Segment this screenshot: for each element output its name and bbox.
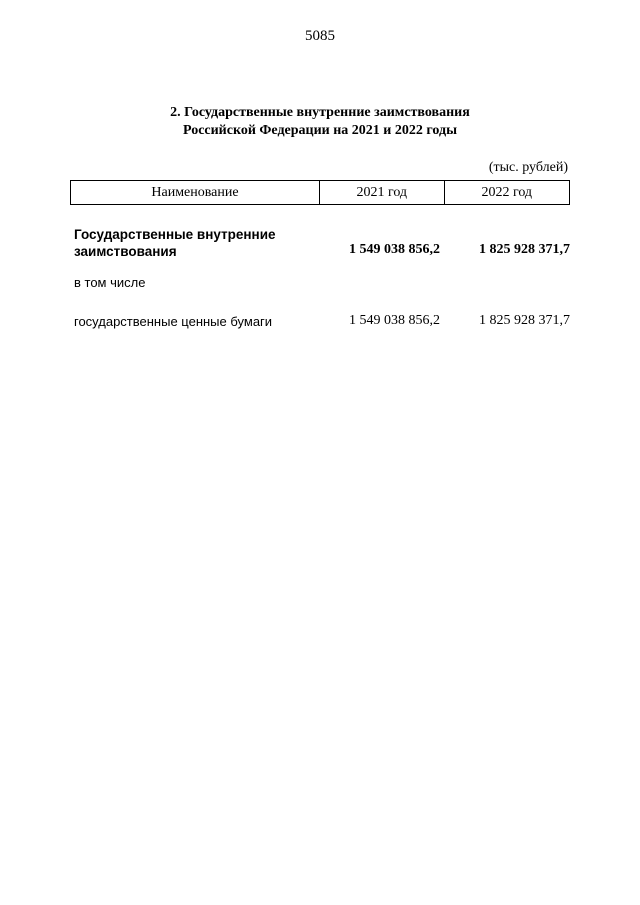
page-number: 5085 [305,28,335,44]
section-title [0,104,640,140]
table-row-securities [74,313,570,331]
row-total-2021: 1 549 038 856,2 [349,242,440,257]
header-2022: 2022 год [481,184,533,200]
row-total-2022: 1 825 928 371,7 [479,242,570,257]
section-title-line-1: 2. Государственные внутренние заимствования [170,105,470,120]
row-securities-2021: 1 549 038 856,2 [349,313,440,328]
row-total-label [74,226,314,260]
table-row-including [74,274,570,292]
row-total-label-line-1: Государственные внутренние [74,227,276,242]
table-row-total [74,226,570,262]
table-header [70,180,570,205]
header-2021: 2021 год [320,181,445,204]
units-label: (тыс. рублей) [488,160,568,175]
header-name: Наименование [71,181,320,204]
row-securities-2022: 1 825 928 371,7 [479,313,570,328]
row-securities-label: государственные ценные бумаги [74,314,273,329]
row-including-label: в том числе [74,275,146,290]
section-title-line-2: Российской Федерации на 2021 и 2022 годы [182,123,457,138]
row-total-label-line-2: заимствования [74,244,177,259]
